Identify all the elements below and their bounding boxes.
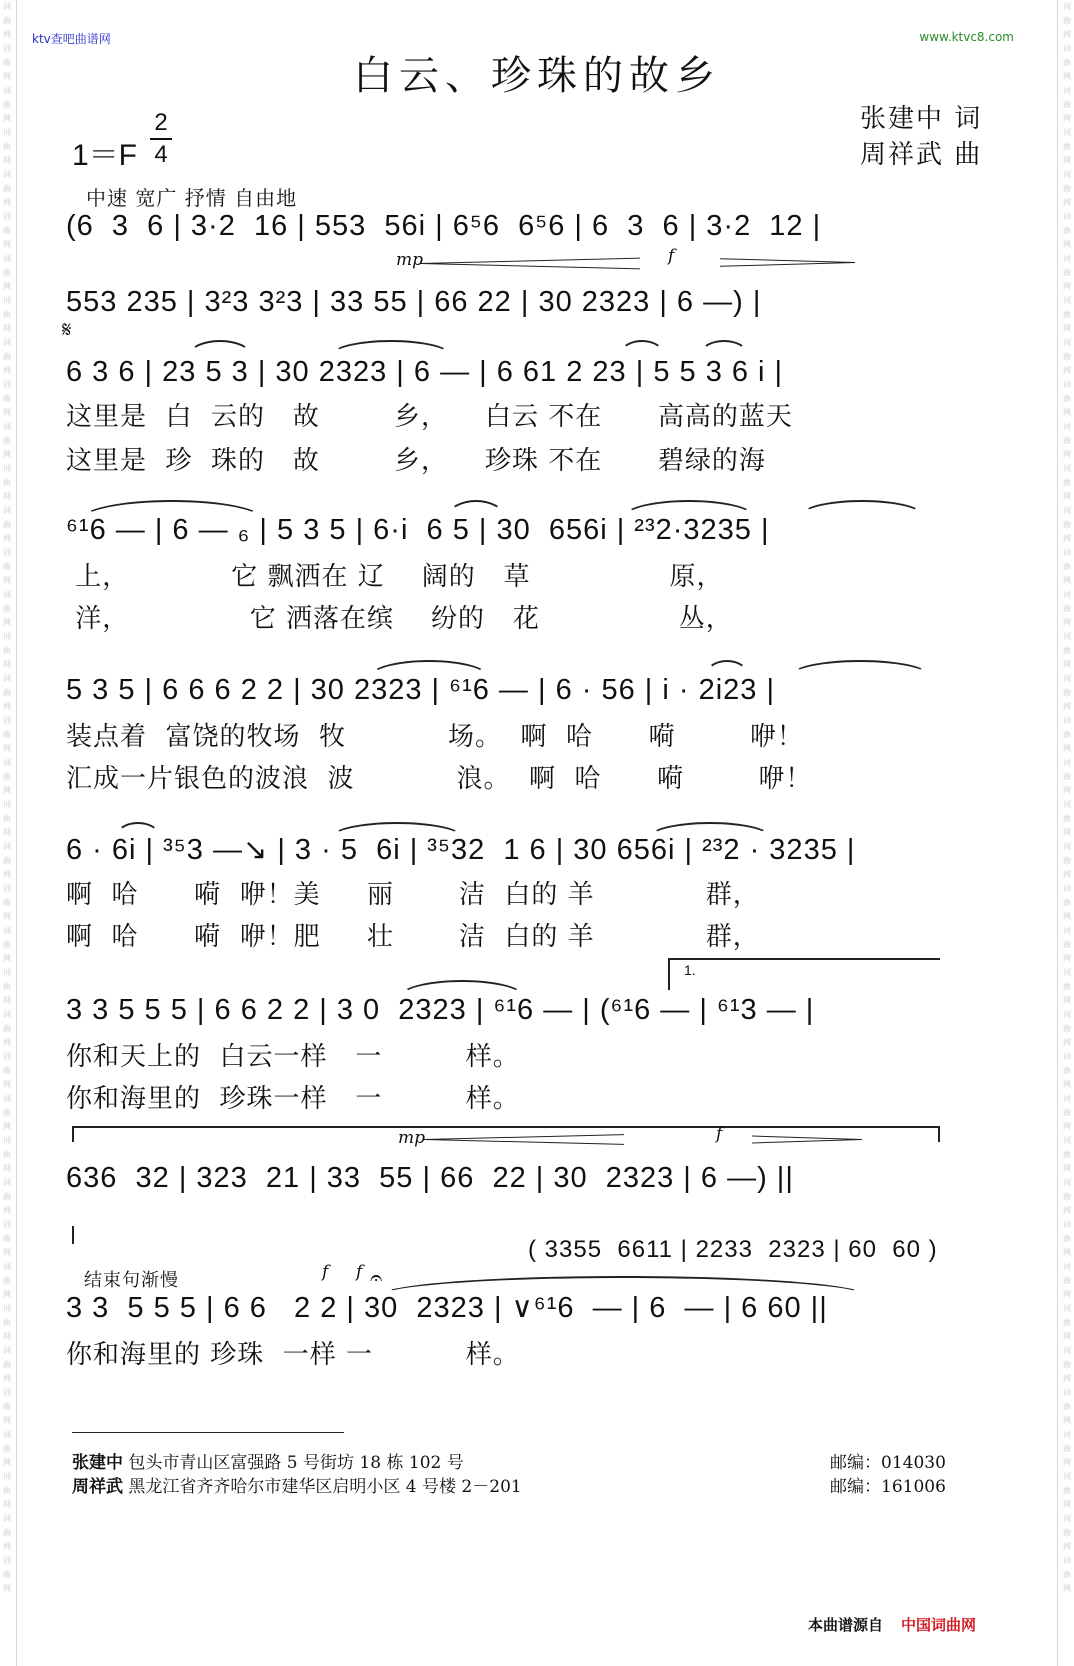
- address-2-name: 周祥武: [72, 1477, 123, 1497]
- dynamic-f: f: [716, 1124, 723, 1144]
- lyric-line-6-verse-2: 啊 哈 嗬 咿！肥 壮 洁 白的 羊 群，: [66, 922, 760, 952]
- score-line-2: 553 235 | 3²3 3²3 | 33 55 | 66 22 | 30 2323 | 6 —) |: [66, 286, 762, 318]
- time-signature: [150, 108, 172, 170]
- score-line-9: 3 3 5 5 5 | 6 6 2 2 | 30 2323 | ∨⁶¹6 — | 6 — | 6 60 ||: [66, 1292, 828, 1324]
- address-2-text: 黑龙江省齐齐哈尔市建华区启明小区 4 号楼 2－201: [128, 1477, 522, 1497]
- postcode-1: 邮编：014030: [830, 1453, 946, 1473]
- time-top: 2: [154, 109, 168, 136]
- dynamic-f: f: [356, 1262, 363, 1282]
- lyric-line-7-verse-2: 你和海里的 珍珠一样 一 样。: [66, 1084, 520, 1114]
- first-ending-bracket: [668, 958, 940, 990]
- slur: [706, 660, 748, 674]
- diminuendo-hairpin: [720, 262, 855, 267]
- slur: [188, 340, 252, 356]
- lyricist-credit: 张建中 词: [860, 104, 983, 134]
- score-line-1: (6 3 6 | 3·2 16 | 553 56i | 6⁵6 6⁵6 | 6 3 6 | 3·2 12 |: [66, 210, 822, 242]
- lyric-line-9: 你和海里的 珍珠 一样 一 样。: [66, 1340, 520, 1370]
- dynamic-f: f: [322, 1262, 329, 1282]
- lyric-line-4-verse-1: 上， 它 飘洒在 辽 阔的 草 原，: [66, 562, 724, 592]
- diminuendo-hairpin: [720, 258, 855, 263]
- side-watermark-right: 词曲网词曲网词曲网词曲网词曲网词曲网词曲网词曲网词曲网词曲网词曲网词曲网词曲网词曲网词曲网词曲网词曲网词曲网词曲网词曲网词曲网词曲网词曲网词曲网词曲网词曲网词曲网词曲网词曲网词曲网词曲网词曲网词曲网词曲网词曲网词曲网词曲网词曲网: [1063, 2, 1071, 1593]
- fermata-sign: 𝄐: [370, 1266, 383, 1291]
- slur: [330, 340, 452, 356]
- footnote-divider: [72, 1432, 344, 1433]
- score-line-6: 6 · 6i | ³⁵3 —↘ | 3 · 5 6i | ³⁵32 1 6 | 30 656i | ²³2 · 3235 |: [66, 834, 856, 866]
- lyric-line-6-verse-1: 啊 哈 嗬 咿！美 丽 洁 白的 羊 群，: [66, 880, 760, 910]
- interlude-bracket: [72, 1126, 940, 1142]
- lyric-line-5-verse-2: 汇成一片银色的波浪 波 浪。 啊 哈 嗬 咿！: [66, 764, 813, 794]
- crescendo-hairpin: [420, 263, 640, 269]
- composer-credit: 周祥武 曲: [860, 140, 983, 170]
- source-site-link[interactable]: 中国词曲网: [901, 1616, 977, 1634]
- lyric-line-3-verse-1: 这里是 白 云的 故 乡， 白云 不在 高高的蓝天: [66, 402, 793, 432]
- score-line-7: 3 3 5 5 5 | 6 6 2 2 | 3 0 2323 | ⁶¹6 — | (⁶¹6 — | ⁶¹3 — |: [66, 994, 815, 1026]
- slur: [620, 340, 664, 354]
- margin-line-left: [16, 0, 17, 1666]
- song-title: 白云、珍珠的故乡: [353, 53, 721, 99]
- ending-tempo-note: 结束句渐慢: [84, 1270, 179, 1291]
- lyric-line-3-verse-2: 这里是 珍 珠的 故 乡， 珍珠 不在 碧绿的海: [66, 446, 766, 476]
- site-label-right: www.ktvc8.com: [919, 30, 1014, 44]
- margin-line-right: [1057, 0, 1058, 1666]
- score-line-8: 636 32 | 323 21 | 33 55 | 66 22 | 30 2323 | 6 —) ||: [66, 1162, 794, 1194]
- tempo-marking: 中速 宽广 抒情 自由地: [86, 186, 298, 210]
- dynamic-mp: mp: [396, 250, 424, 270]
- key-signature: 1＝F: [72, 139, 138, 172]
- score-line-4: ⁶¹6 — | 6 — ₆ | 5 3 5 | 6·i 6 5 | 30 656i | ²³2·3235 |: [66, 514, 770, 546]
- address-1: [72, 1448, 464, 1473]
- address-2: [72, 1472, 522, 1497]
- lyric-line-4-verse-2: 洋， 它 洒落在缤 纷的 花 丛，: [66, 604, 733, 634]
- dynamic-f: f: [668, 246, 675, 266]
- time-bottom: 4: [154, 141, 168, 168]
- lyric-line-5-verse-1: 装点着 富饶的牧场 牧 场。 啊 哈 嗬 咿！: [66, 722, 804, 752]
- address-1-name: 张建中: [72, 1453, 123, 1473]
- segno-sign: 𝄋: [62, 318, 72, 343]
- source-credit: [808, 1614, 976, 1635]
- score-line-3: 6 3 6 | 23 5 3 | 30 2323 | 6 — | 6 61 2 23 | 5 5 3 6 i |: [66, 356, 784, 388]
- first-ending-label: 1.: [684, 962, 696, 978]
- score-line-5: 5 3 5 | 6 6 6 2 2 | 30 2323 | ⁶¹6 — | 6 · 56 | i · 2i23 |: [66, 674, 776, 706]
- source-label: 本曲谱源自: [808, 1616, 884, 1634]
- dynamic-mp: mp: [398, 1128, 426, 1148]
- side-watermark-left: 词曲网词曲网词曲网词曲网词曲网词曲网词曲网词曲网词曲网词曲网词曲网词曲网词曲网词曲网词曲网词曲网词曲网词曲网词曲网词曲网词曲网词曲网词曲网词曲网词曲网词曲网词曲网词曲网词曲网词曲网词曲网词曲网词曲网词曲网词曲网词曲网词曲网词曲网: [3, 2, 11, 1593]
- slur: [700, 340, 748, 354]
- postcode-2: 邮编：161006: [830, 1477, 946, 1497]
- address-1-text: 包头市青山区富强路 5 号街坊 18 栋 102 号: [128, 1453, 464, 1473]
- lyric-line-7-verse-1: 你和天上的 白云一样 一 样。: [66, 1042, 520, 1072]
- site-label-left: ktv查吧曲谱网: [32, 32, 111, 46]
- score-line-9-upper: ( 3355 6611 | 2233 2323 | 60 60 ): [528, 1236, 938, 1263]
